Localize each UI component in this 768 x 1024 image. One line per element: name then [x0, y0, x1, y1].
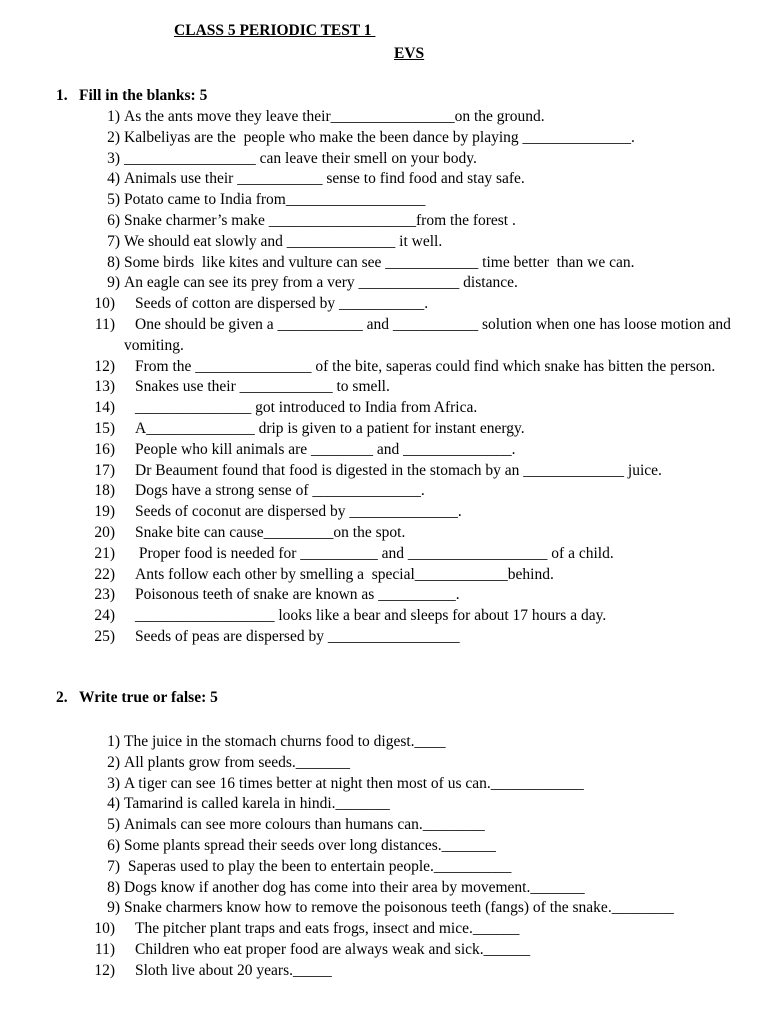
question-number: 5): [107, 191, 120, 209]
fill-blank-question: [0, 606, 768, 627]
question-number: 20): [94, 523, 115, 541]
question-text: Dogs have a strong sense of ______________.: [135, 482, 425, 500]
true-false-question: [0, 815, 768, 836]
question-text: Snake charmers know how to remove the poisonous teeth (fangs) of the snake.________: [124, 899, 674, 917]
question-number: 7): [107, 857, 120, 875]
fill-in-blanks-list: [0, 107, 768, 648]
fill-blank-question: [0, 253, 768, 274]
question-number: 12): [94, 357, 115, 375]
section-1-number: 1.: [56, 87, 68, 104]
question-number: 9): [107, 899, 120, 917]
section-2-heading: [56, 689, 218, 707]
question-number: 5): [107, 816, 120, 834]
question-number: 3): [107, 149, 120, 167]
fill-blank-question: [0, 461, 768, 482]
fill-blank-question: [0, 502, 768, 523]
question-number: 10): [94, 920, 115, 938]
question-number: 16): [94, 440, 115, 458]
true-false-question: [0, 732, 768, 753]
question-text: Snake bite can cause_________on the spot.: [135, 523, 406, 541]
fill-blank-question: [0, 481, 768, 502]
question-number: 8): [107, 253, 120, 271]
question-number: 22): [94, 565, 115, 583]
fill-blank-question: [0, 315, 768, 357]
question-text: Saperas used to play the been to entertain people.__________: [124, 857, 512, 875]
question-number: 25): [94, 627, 115, 645]
question-number: 14): [94, 399, 115, 417]
fill-blank-question: [0, 565, 768, 586]
true-false-question: [0, 878, 768, 899]
fill-blank-question: [0, 357, 768, 378]
true-false-question: [0, 836, 768, 857]
question-text: Sloth live about 20 years._____: [135, 961, 332, 979]
question-text: From the _______________ of the bite, saperas could find which snake has bitten the person.: [135, 357, 716, 375]
fill-blank-question: [0, 294, 768, 315]
question-number: 13): [94, 378, 115, 396]
question-number: 11): [94, 315, 115, 333]
question-text: Tamarind is called karela in hindi._______: [124, 795, 390, 813]
question-number: 6): [107, 211, 120, 229]
true-false-question: [0, 919, 768, 940]
test-title: CLASS 5 PERIODIC TEST 1: [174, 22, 376, 39]
question-text: Seeds of coconut are dispersed by ______________.: [135, 503, 462, 521]
question-text: _______________ got introduced to India from Africa.: [135, 399, 478, 417]
true-false-question: [0, 857, 768, 878]
question-number: 4): [107, 795, 120, 813]
question-number: 1): [107, 108, 120, 125]
fill-blank-question: [0, 107, 768, 128]
question-number: 11): [94, 940, 115, 958]
question-number: 17): [94, 461, 115, 479]
question-text: Kalbeliyas are the people who make the been dance by playing ______________.: [124, 128, 635, 146]
fill-blank-question: [0, 273, 768, 294]
question-text: Children who eat proper food are always weak and sick.______: [135, 940, 531, 958]
question-text: An eagle can see its prey from a very _____________ distance.: [124, 274, 518, 292]
fill-blank-question: [0, 627, 768, 648]
question-text: _________________ can leave their smell on your body.: [124, 149, 477, 167]
question-text: __________________ looks like a bear and sleeps for about 17 hours a day.: [135, 607, 607, 625]
fill-blank-question: [0, 232, 768, 253]
fill-blank-question: [0, 440, 768, 461]
question-text: Proper food is needed for __________ and __________________ of a child.: [135, 544, 614, 562]
question-text: Poisonous teeth of snake are known as __________.: [135, 586, 460, 604]
fill-blank-question: [0, 585, 768, 606]
question-number: 12): [94, 961, 115, 979]
question-number: 15): [94, 419, 115, 437]
question-number: 21): [94, 544, 115, 562]
question-number: 3): [107, 774, 120, 792]
question-text: As the ants move they leave their________________on the ground.: [124, 108, 545, 125]
question-text: Animals use their ___________ sense to find food and stay safe.: [124, 170, 525, 188]
section-2-title: Write true or false: 5: [79, 689, 218, 706]
fill-blank-question: [0, 398, 768, 419]
question-text: Dr Beaument found that food is digested in the stomach by an _____________ juice.: [135, 461, 662, 479]
question-text: We should eat slowly and ______________ it well.: [124, 232, 443, 250]
question-text: Ants follow each other by smelling a special____________behind.: [135, 565, 554, 583]
question-text: Some plants spread their seeds over long distances._______: [124, 836, 496, 854]
question-text: A______________ drip is given to a patient for instant energy.: [135, 419, 525, 437]
true-false-question: [0, 753, 768, 774]
question-text: Animals can see more colours than humans can.________: [124, 816, 485, 834]
question-number: 23): [94, 586, 115, 604]
subject-title: EVS: [394, 45, 425, 62]
question-text: All plants grow from seeds._______: [124, 753, 351, 771]
true-false-question: [0, 774, 768, 795]
question-number: 6): [107, 836, 120, 854]
section-2-number: 2.: [56, 689, 68, 706]
question-text: Dogs know if another dog has come into their area by movement._______: [124, 878, 585, 896]
true-false-question: [0, 794, 768, 815]
fill-blank-question: [0, 128, 768, 149]
question-number: 1): [107, 733, 120, 750]
fill-blank-question: [0, 377, 768, 398]
question-number: 10): [94, 295, 115, 313]
question-text: Snake charmer’s make ___________________from the forest .: [124, 211, 516, 229]
section-1-title: Fill in the blanks: 5: [79, 87, 208, 104]
true-false-question: [0, 898, 768, 919]
fill-blank-question: [0, 523, 768, 544]
question-number: 19): [94, 503, 115, 521]
fill-blank-question: [0, 419, 768, 440]
question-text: People who kill animals are ________ and ______________.: [135, 440, 516, 458]
question-text: Some birds like kites and vulture can see ____________ time better than we can.: [124, 253, 635, 271]
section-1-heading: [56, 87, 207, 105]
true-false-question: [0, 940, 768, 961]
question-number: 24): [94, 607, 115, 625]
fill-blank-question: [0, 190, 768, 211]
question-text: Potato came to India from__________________: [124, 191, 426, 209]
question-text: The pitcher plant traps and eats frogs, insect and mice.______: [135, 920, 520, 938]
question-text: A tiger can see 16 times better at night then most of us can.____________: [124, 774, 584, 792]
question-number: 18): [94, 482, 115, 500]
question-number: 7): [107, 232, 120, 250]
question-text: The juice in the stomach churns food to digest.____: [124, 733, 446, 750]
question-number: 4): [107, 170, 120, 188]
question-text: Seeds of peas are dispersed by _________________: [135, 627, 460, 645]
question-text: Seeds of cotton are dispersed by ___________.: [135, 295, 429, 313]
question-number: 2): [107, 128, 120, 146]
fill-blank-question: [0, 169, 768, 190]
question-number: 8): [107, 878, 120, 896]
question-number: 2): [107, 753, 120, 771]
question-number: 9): [107, 274, 120, 292]
fill-blank-question: [0, 149, 768, 170]
fill-blank-question: [0, 211, 768, 232]
true-false-list: [0, 732, 768, 982]
question-text: One should be given a ___________ and ___________ solution when one has loose motion and vomiting.: [124, 315, 735, 354]
true-false-question: [0, 961, 768, 982]
question-text: Snakes use their ____________ to smell.: [135, 378, 390, 396]
fill-blank-question: [0, 544, 768, 565]
